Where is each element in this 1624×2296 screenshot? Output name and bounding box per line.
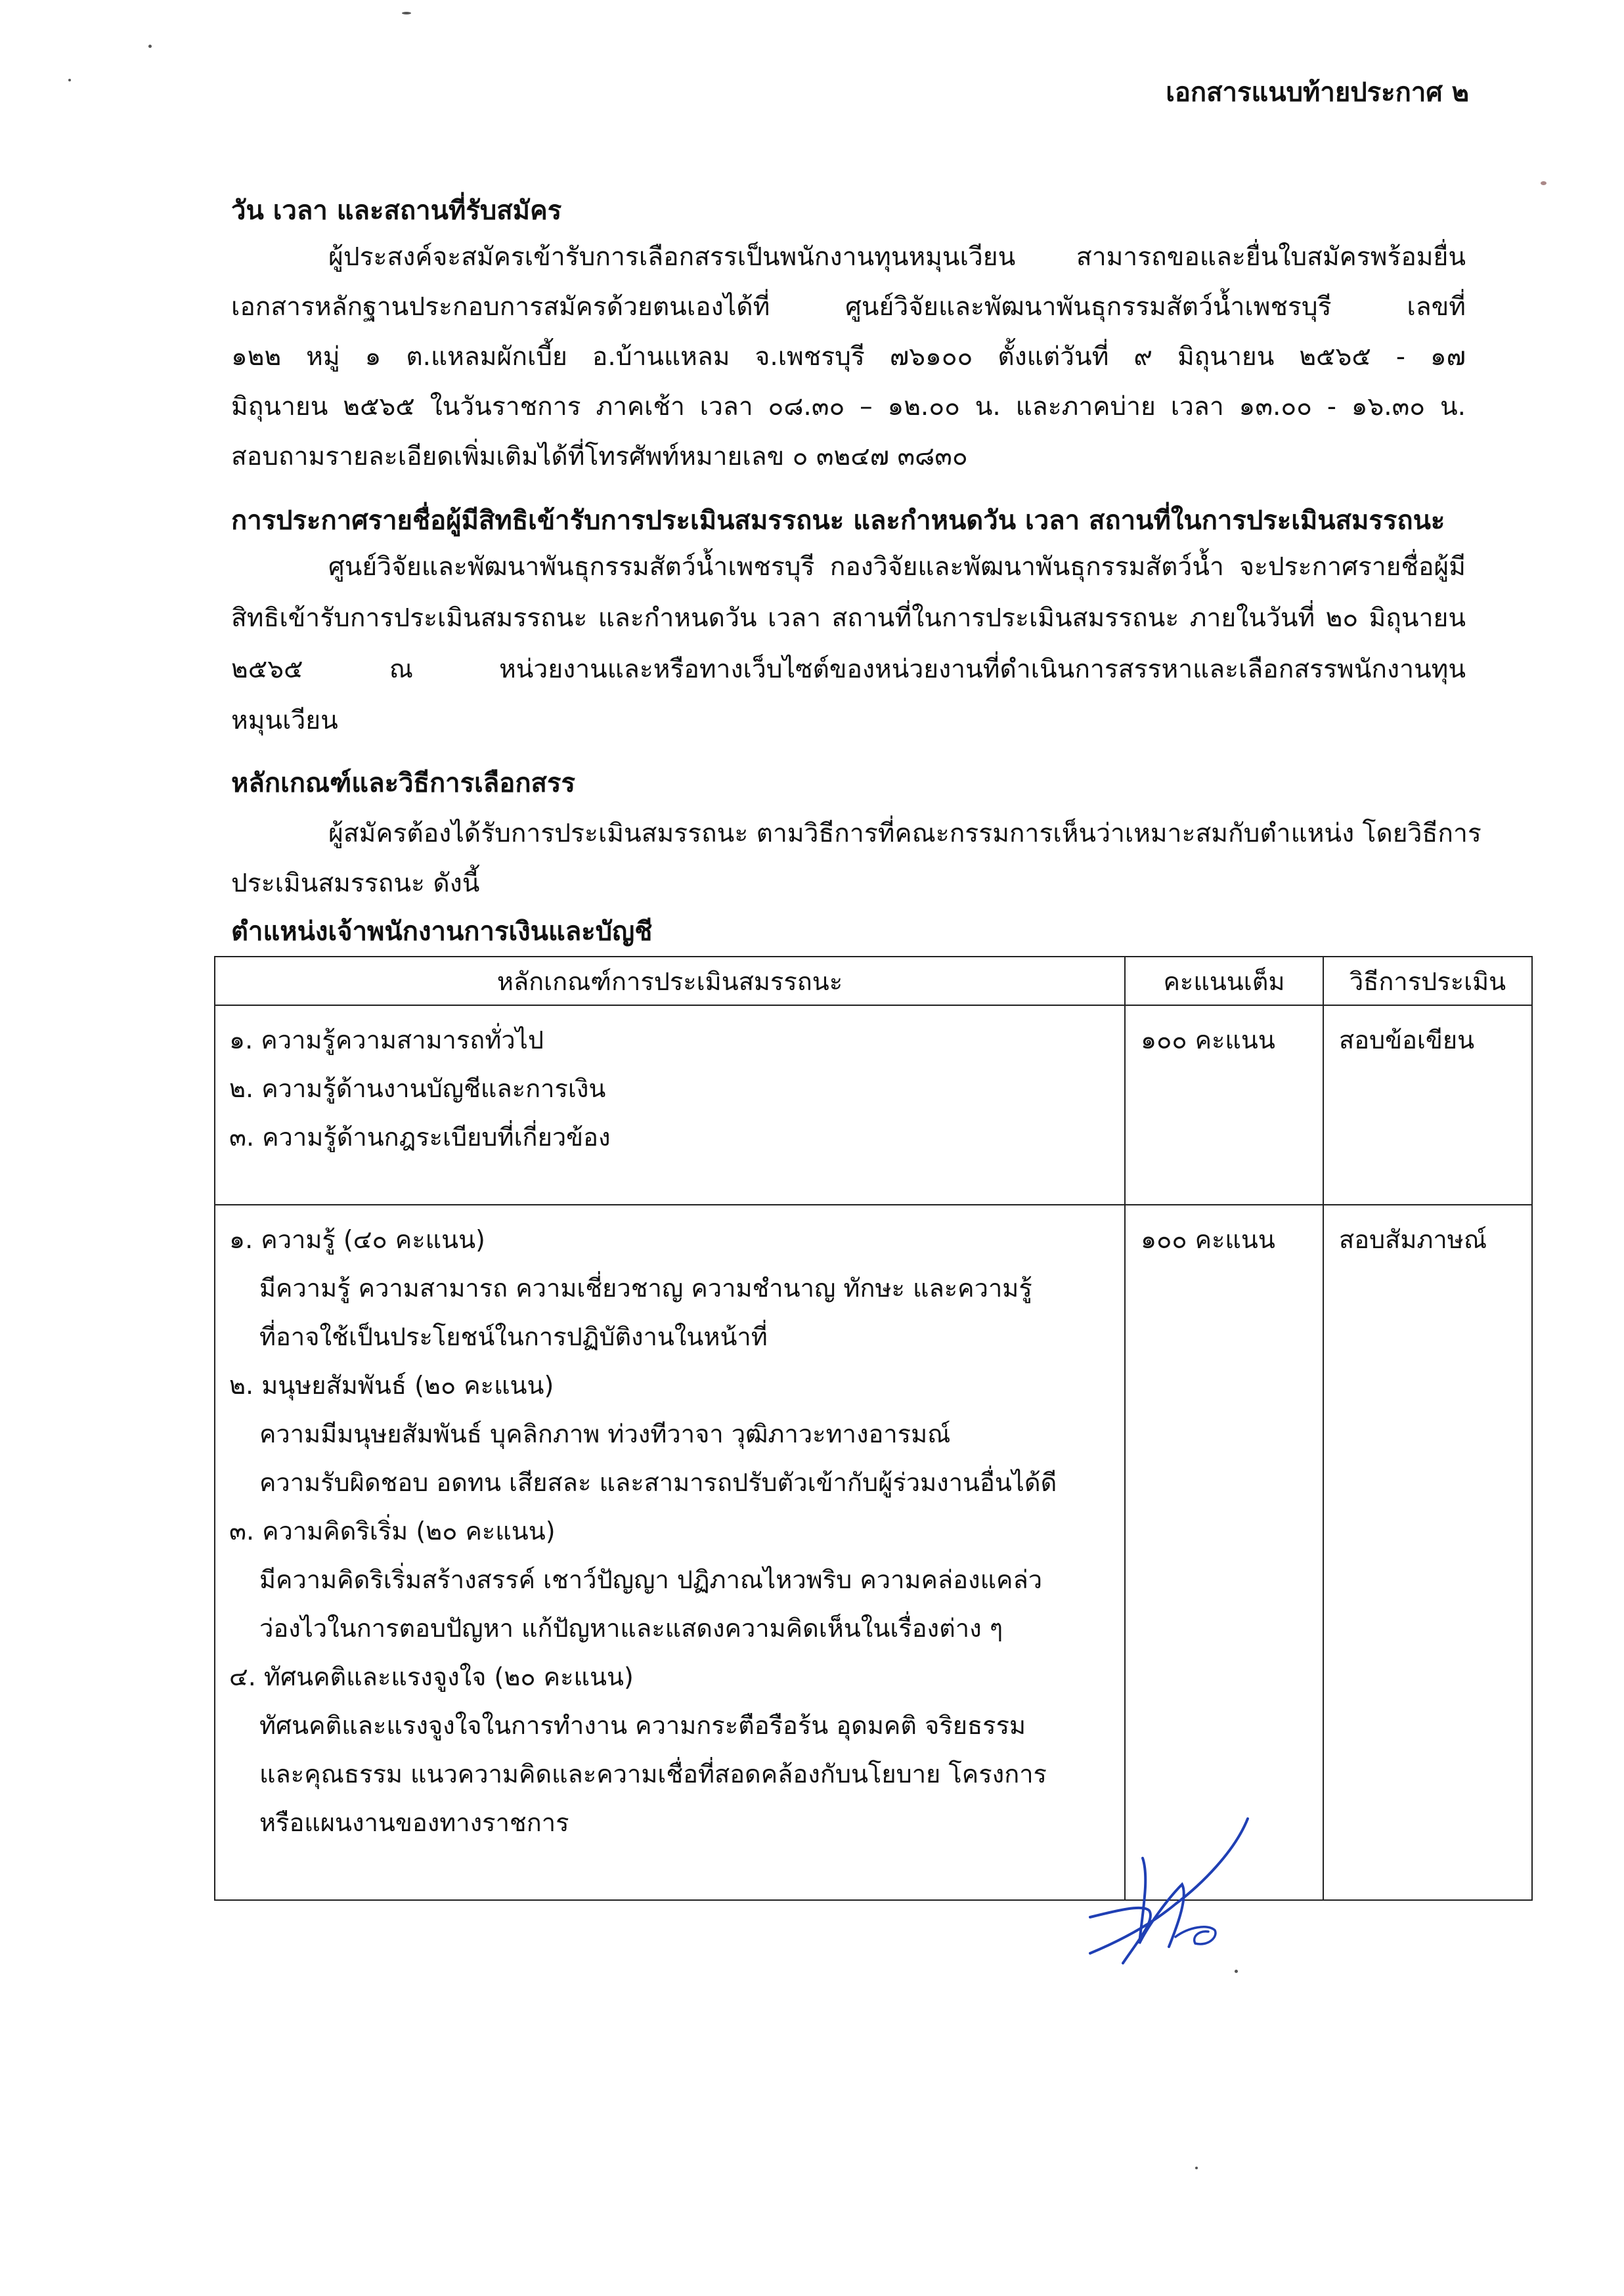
criteria-cell	[215, 1005, 1125, 1205]
section1-line-5: สอบถามรายละเอียดเพิ่มเติมได้ที่โทรศัพท์หมายเลข ๐ ๓๒๔๗ ๓๘๓๐	[231, 442, 968, 471]
score-cell	[1125, 1205, 1323, 1900]
criteria-group-title: ๒. มนุษยสัมพันธ์ (๒๐ คะแนน)	[229, 1371, 554, 1400]
criteria-detail: ที่อาจใช้เป็นประโยชน์ในการปฏิบัติงานในหน้าที่	[259, 1322, 768, 1351]
scan-mark	[1235, 1970, 1238, 1973]
section3-line-2: ประเมินสมรรถนะ ดังนี้	[231, 869, 480, 898]
score-cell	[1125, 1005, 1323, 1205]
method-value: สอบข้อเขียน	[1339, 1026, 1475, 1054]
scan-mark	[148, 45, 152, 48]
full-score-value: ๑๐๐ คะแนน	[1141, 1026, 1275, 1054]
header-full-score: คะแนนเต็ม	[1125, 957, 1323, 1005]
scan-mark	[68, 79, 71, 81]
section1-line-2: เอกสารหลักฐานประกอบการสมัครด้วยตนเองได้ที่ ศูนย์วิจัยและพัฒนาพันธุกรรมสัตว์น้ำเพชรบุรี เลขที่	[231, 292, 1466, 322]
criteria-group-title: ๑. ความรู้ (๔๐ คะแนน)	[229, 1225, 485, 1254]
signature-icon	[1077, 1812, 1274, 1970]
criteria-table	[214, 956, 1533, 1901]
section2-line-4: หมุนเวียน	[231, 706, 338, 735]
criteria-detail: ความรับผิดชอบ อดทน เสียสละ และสามารถปรับตัวเข้ากับผู้ร่วมงานอื่นได้ดี	[259, 1468, 1057, 1497]
criteria-detail: มีความรู้ ความสามารถ ความเชี่ยวชาญ ความชำนาญ ทักษะ และความรู้	[259, 1274, 1032, 1303]
section-heading-application: วัน เวลา และสถานที่รับสมัคร	[231, 196, 562, 226]
criteria-item: ๑. ความรู้ความสามารถทั่วไป	[229, 1026, 544, 1054]
attachment-label: เอกสารแนบท้ายประกาศ ๒	[1166, 77, 1469, 108]
criteria-item: ๓. ความรู้ด้านกฎระเบียบที่เกี่ยวข้อง	[229, 1123, 611, 1152]
section3-line-1: ผู้สมัครต้องได้รับการประเมินสมรรถนะ ตามวิธีการที่คณะกรรมการเห็นว่าเหมาะสมกับตำแหน่ง โดยวิธีการ	[328, 819, 1481, 848]
position-title: ตำแหน่งเจ้าพนักงานการเงินและบัญชี	[231, 917, 653, 947]
criteria-detail: หรือแผนงานของทางราชการ	[259, 1808, 569, 1837]
table-row	[215, 1005, 1532, 1205]
table-row	[215, 1205, 1532, 1900]
criteria-detail: มีความคิดริเริ่มสร้างสรรค์ เชาว์ปัญญา ปฏิภาณไหวพริบ ความคล่องแคล่ว	[259, 1565, 1043, 1594]
criteria-group-title: ๓. ความคิดริเริ่ม (๒๐ คะแนน)	[229, 1517, 556, 1546]
header-method: วิธีการประเมิน	[1323, 957, 1532, 1005]
criteria-detail: ว่องไวในการตอบปัญหา แก้ปัญหาและแสดงความคิดเห็นในเรื่องต่าง ๆ	[259, 1614, 1003, 1643]
criteria-detail: และคุณธรรม แนวความคิดและความเชื่อที่สอดคล้องกับนโยบาย โครงการ	[259, 1760, 1047, 1788]
method-cell	[1323, 1005, 1532, 1205]
section2-line-3: ๒๕๖๕ ณ หน่วยงานและหรือทางเว็บไซต์ของหน่วยงานที่ดำเนินการสรรหาและเลือกสรรพนักงานทุน	[231, 655, 1466, 684]
scan-mark	[402, 12, 411, 14]
criteria-group-title: ๔. ทัศนคติและแรงจูงใจ (๒๐ คะแนน)	[229, 1662, 634, 1691]
scan-mark	[1195, 2167, 1198, 2169]
section-heading-criteria: หลักเกณฑ์และวิธีการเลือกสรร	[231, 768, 575, 798]
section2-line-1: ศูนย์วิจัยและพัฒนาพันธุกรรมสัตว์น้ำเพชรบุรี กองวิจัยและพัฒนาพันธุกรรมสัตว์น้ำ จะประกาศรายชื่อผู้มี	[328, 552, 1466, 582]
section1-line-4: มิถุนายน ๒๕๖๕ ในวันราชการ ภาคเช้า เวลา ๐๘.๓๐ – ๑๒.๐๐ น. และภาคบ่าย เวลา ๑๓.๐๐ - ๑๖.๓๐ น.	[231, 392, 1466, 422]
scan-mark	[1541, 181, 1547, 185]
full-score-value: ๑๐๐ คะแนน	[1141, 1225, 1275, 1254]
section2-line-2: สิทธิเข้ารับการประเมินสมรรถนะ และกำหนดวัน เวลา สถานที่ในการประเมินสมรรถนะ ภายในวันที่ ๒๐ มิถุนายน	[231, 603, 1466, 633]
criteria-detail: ทัศนคติและแรงจูงใจในการทำงาน ความกระตือรือร้น อุดมคติ จริยธรรม	[259, 1711, 1026, 1740]
criteria-cell	[215, 1205, 1125, 1900]
table-header-row	[215, 957, 1532, 1005]
method-value: สอบสัมภาษณ์	[1339, 1225, 1487, 1254]
header-criteria: หลักเกณฑ์การประเมินสมรรถนะ	[215, 957, 1125, 1005]
criteria-item: ๒. ความรู้ด้านงานบัญชีและการเงิน	[229, 1074, 606, 1103]
method-cell	[1323, 1205, 1532, 1900]
section-heading-announcement: การประกาศรายชื่อผู้มีสิทธิเข้ารับการประเมินสมรรถนะ และกำหนดวัน เวลา สถานที่ในการประเมินสมรรถนะ	[231, 506, 1445, 536]
section1-line-1: ผู้ประสงค์จะสมัครเข้ารับการเลือกสรรเป็นพนักงานทุนหมุนเวียน สามารถขอและยื่นใบสมัครพร้อมยื่น	[328, 242, 1466, 272]
criteria-detail: ความมีมนุษยสัมพันธ์ บุคลิกภาพ ท่วงทีวาจา วุฒิภาวะทางอารมณ์	[259, 1419, 951, 1448]
section1-line-3: ๑๒๒ หมู่ ๑ ต.แหลมผักเบี้ย อ.บ้านแหลม จ.เพชรบุรี ๗๖๑๐๐ ตั้งแต่วันที่ ๙ มิถุนายน ๒๕๖๕ - ๑๗	[231, 342, 1466, 372]
